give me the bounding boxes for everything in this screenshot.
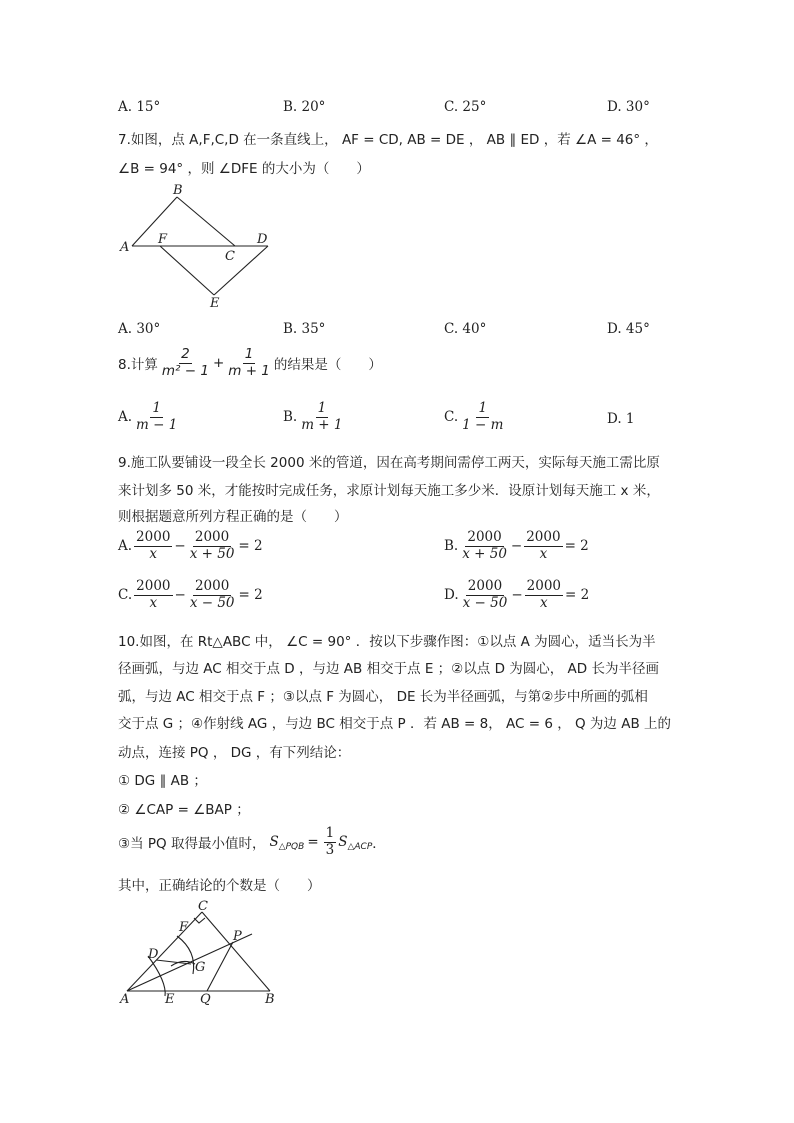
- q9-option-a: [118, 530, 263, 562]
- q10-label-c: C: [198, 899, 208, 914]
- q9-option-c-label: C.: [118, 587, 133, 604]
- q7-label-a: A: [120, 240, 130, 255]
- q8-term2: [226, 347, 272, 379]
- q7-label-b: B: [173, 183, 183, 198]
- q8-option-b-label: B.: [283, 409, 298, 426]
- q9-b-num2: 2000: [526, 529, 561, 545]
- q10-c3-eq: =: [307, 834, 319, 851]
- q10-c3-prefix: ③当 PQ 取得最小值时，: [118, 836, 266, 853]
- q9-a-eq: = 2: [238, 538, 263, 555]
- q8-term1-den: m² − 1: [161, 362, 209, 379]
- q9-d-minus: −: [511, 587, 523, 604]
- q9-stem-line2: 来计划多 50 米，才能按时完成任务，求原计划每天施工多少米．设原计划每天施工 x 米，: [118, 483, 660, 499]
- q8-term2-den: m + 1: [228, 362, 270, 379]
- q10-stem-line4: 交于点 G ；④作射线 AG ，与边 BC 相交于点 P ．若 AB = 8， AC = 6 ， Q 为边 AB 上的: [118, 716, 671, 732]
- q10-label-b: B: [265, 992, 275, 1007]
- q9-stem-line1: 9.施工队要铺设一段全长 2000 米的管道，因在高考期间需停工两天，实际每天施工需比原: [118, 455, 660, 471]
- q9-c-num2: 2000: [194, 578, 230, 594]
- q9-option-d-label: D.: [444, 587, 459, 604]
- q8-option-c-den: 1 − m: [462, 416, 504, 433]
- q10-c3-end: ．: [372, 836, 386, 853]
- q9-c-num1: 2000: [136, 578, 171, 594]
- q8-option-b-den: m + 1: [301, 416, 343, 433]
- q8-option-c-label: C.: [444, 409, 459, 426]
- q10-c3-s1: S: [269, 834, 279, 851]
- q10-c3-sub1: △PQB: [278, 842, 305, 853]
- q9-c-den1: x: [149, 594, 158, 611]
- q9-b-eq: = 2: [564, 538, 589, 555]
- q10-c3-den: 3: [325, 841, 335, 858]
- q8-option-b-num: 1: [317, 400, 327, 416]
- q8-option-a-num: 1: [152, 400, 161, 416]
- q8-stem: [118, 347, 382, 379]
- q9-a-den1: x: [149, 545, 158, 562]
- q9-b-minus: −: [510, 538, 523, 555]
- q9-d-eq: = 2: [565, 587, 590, 604]
- q7-label-f: F: [158, 232, 168, 247]
- q9-c-den2: x − 50: [189, 594, 235, 611]
- q7-segment-bc: [177, 197, 235, 246]
- q8-option-c-num: 1: [478, 400, 488, 416]
- q10-c3-sub2: △ACP: [347, 842, 373, 853]
- q10-stem-line2: 径画弧，与边 AC 相交于点 D ，与边 AB 相交于点 E ；②以点 D 为圆心， AD 长为半径画: [118, 661, 659, 677]
- q9-d-num2: 2000: [526, 578, 561, 594]
- q8-term2-num: 1: [244, 346, 254, 362]
- q7-label-d: D: [257, 232, 268, 247]
- q7-option-b: B. 35°: [283, 321, 326, 337]
- q10-stem-line5: 动点，连接 PQ ， DG ，有下列结论：: [118, 745, 351, 761]
- q10-arc-de: [148, 956, 165, 996]
- q7-option-d: D. 45°: [607, 321, 650, 337]
- q10-label-a: A: [120, 992, 130, 1007]
- q7-stem-line2: ∠B = 94° ，则 ∠DFE 的大小为（ ）: [118, 161, 370, 177]
- q9-c-minus: −: [174, 587, 186, 604]
- q9-d-num1: 2000: [467, 578, 503, 594]
- q9-a-minus: −: [174, 538, 186, 555]
- q8-option-d: D. 1: [607, 411, 635, 427]
- q9-option-b: [444, 530, 589, 562]
- q6-option-d: D. 30°: [607, 99, 650, 115]
- q7-figure: [115, 180, 275, 312]
- q10-conclusion-3: [118, 826, 386, 858]
- q6-option-c: C. 25°: [444, 99, 487, 115]
- q9-option-c: [118, 579, 263, 611]
- q10-figure: [115, 896, 295, 1011]
- q10-label-p: P: [233, 929, 242, 944]
- q10-label-e: E: [165, 992, 175, 1007]
- q10-question: 其中，正确结论的个数是（ ）: [118, 878, 321, 894]
- q10-stem-line1: 10.如图，在 Rt△ABC 中， ∠C = 90° ．按以下步骤作图：①以点 A 为圆心，适当长为半: [118, 634, 656, 650]
- q9-d-den2: x: [540, 594, 548, 611]
- q10-arc-fg: [177, 936, 194, 974]
- q9-option-b-label: B.: [444, 538, 459, 555]
- q6-option-b: B. 20°: [283, 99, 326, 115]
- q7-stem-line1: 7.如图，点 A,F,C,D 在一条直线上， AF = CD, AB = DE ， AB ∥ ED ，若 ∠A = 46° ，: [118, 132, 658, 148]
- q10-conclusion-2: ② ∠CAP = ∠BAP ；: [118, 802, 250, 818]
- q7-label-e: E: [210, 296, 220, 311]
- q9-b-num1: 2000: [467, 529, 502, 545]
- q9-a-den2: x + 50: [189, 545, 235, 562]
- q7-segment-ab: [132, 197, 177, 246]
- q8-suffix: 的结果是（ ）: [273, 357, 382, 374]
- q8-option-a-label: A.: [118, 409, 133, 426]
- q10-label-g: G: [195, 960, 206, 975]
- q10-label-f: F: [179, 920, 189, 935]
- q9-option-a-label: A.: [118, 538, 133, 555]
- q9-a-num2: 2000: [194, 529, 230, 545]
- q10-segment-cb: [202, 912, 270, 991]
- q9-stem-line3: 则根据题意所列方程正确的是（ ）: [118, 509, 348, 525]
- q8-term1: [160, 347, 211, 379]
- q9-option-d: [444, 579, 589, 611]
- q8-option-c: [444, 401, 507, 433]
- q10-c3-num: 1: [325, 825, 335, 841]
- q9-a-num1: 2000: [136, 529, 171, 545]
- q7-segment-de: [214, 246, 268, 295]
- q9-b-den1: x + 50: [462, 545, 507, 562]
- q7-label-c: C: [225, 249, 235, 264]
- q6-option-a: A. 15°: [118, 99, 161, 115]
- q8-term1-num: 2: [181, 346, 190, 362]
- q8-option-b: [283, 401, 347, 433]
- q8-prefix: 8.计算: [118, 357, 158, 374]
- q10-label-d: D: [148, 947, 159, 962]
- q8-plus: +: [212, 355, 225, 372]
- q10-label-q: Q: [200, 992, 211, 1007]
- q10-c3-s2: S: [338, 834, 348, 851]
- q10-conclusion-1: ① DG ∥ AB ；: [118, 773, 207, 789]
- q8-option-a: [118, 401, 181, 433]
- q9-b-den2: x: [539, 545, 548, 562]
- q7-segment-ef: [160, 246, 214, 295]
- q8-option-a-den: m − 1: [136, 416, 178, 433]
- q9-c-eq: = 2: [238, 587, 263, 604]
- q10-segment-pq: [207, 942, 233, 991]
- q7-option-a: A. 30°: [118, 321, 161, 337]
- q9-d-den1: x − 50: [462, 594, 508, 611]
- q7-option-c: C. 40°: [444, 321, 487, 337]
- q10-stem-line3: 弧，与边 AC 相交于点 F ；③以点 F 为圆心， DE 长为半径画弧，与第②步中所画的弧相: [118, 689, 648, 705]
